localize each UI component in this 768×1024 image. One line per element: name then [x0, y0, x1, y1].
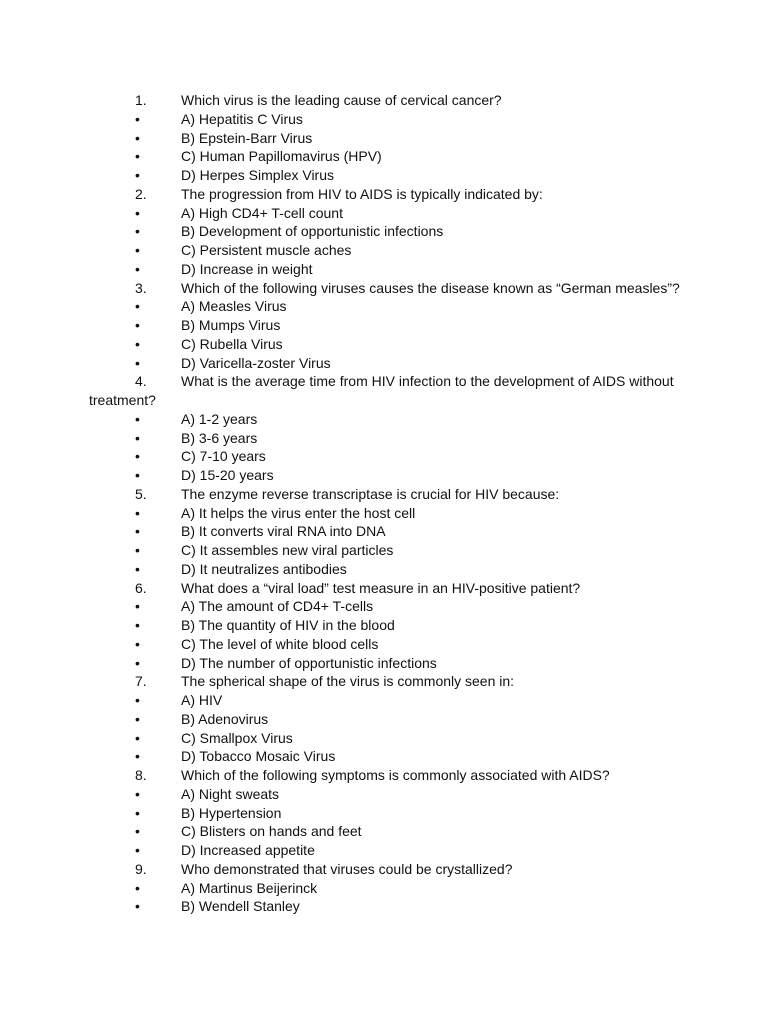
option-text: D) 15-20 years [181, 467, 274, 483]
question-text: Who demonstrated that viruses could be crystallized? [181, 860, 513, 877]
bullet-icon: • [135, 598, 140, 615]
option-text: C) The level of white blood cells [181, 635, 379, 652]
question-number: 2. [135, 185, 147, 202]
option-text: D) It neutralizes antibodies [181, 560, 347, 577]
question-text: Which of the following symptoms is commonly associated with AIDS? [181, 767, 610, 783]
option-item [0, 260, 768, 279]
option-text: A) Hepatitis C Virus [181, 110, 303, 127]
option-text: C) Smallpox Virus [181, 729, 293, 746]
question-1 [0, 91, 768, 110]
bullet-icon: • [135, 167, 140, 183]
bullet-icon: • [135, 842, 140, 858]
option-item [0, 897, 768, 916]
option-item [0, 166, 768, 185]
option-item [0, 841, 768, 860]
bullet-icon: • [135, 617, 140, 633]
option-text: B) The quantity of HIV in the blood [181, 617, 395, 633]
bullet-icon: • [135, 223, 140, 240]
option-text: C) It assembles new viral particles [181, 542, 394, 558]
option-text: B) Mumps Virus [181, 317, 281, 333]
option-text: A) Measles Virus [181, 298, 287, 315]
option-item [0, 410, 768, 429]
option-item [0, 747, 768, 766]
question-text: The enzyme reverse transcriptase is crucial for HIV because: [181, 485, 560, 502]
option-text: D) Increase in weight [181, 260, 313, 277]
option-item [0, 710, 768, 729]
option-item [0, 597, 768, 616]
bullet-icon: • [135, 204, 140, 221]
option-item [0, 822, 768, 841]
question-text-continued: treatment? [89, 392, 156, 408]
bullet-icon: • [135, 748, 140, 765]
option-item [0, 785, 768, 804]
question-text: What is the average time from HIV infection to the development of AIDS without [181, 373, 674, 390]
option-item [0, 241, 768, 260]
option-item [0, 129, 768, 148]
question-3 [0, 279, 768, 298]
option-text: A) High CD4+ T-cell count [181, 204, 343, 221]
bullet-icon: • [135, 298, 140, 315]
question-text: Which of the following viruses causes the disease known as “German measles”? [181, 279, 680, 296]
bullet-icon: • [135, 504, 140, 521]
question-number: 8. [135, 767, 147, 783]
option-text: C) Persistent muscle aches [181, 242, 352, 258]
bullet-icon: • [135, 729, 140, 746]
bullet-icon: • [135, 635, 140, 652]
option-text: D) Tobacco Mosaic Virus [181, 748, 336, 765]
question-text: The spherical shape of the virus is commonly seen in: [181, 673, 515, 690]
bullet-icon: • [135, 260, 140, 277]
question-number: 5. [135, 485, 147, 502]
option-text: A) 1-2 years [181, 410, 258, 427]
bullet-icon: • [135, 242, 140, 258]
option-item [0, 297, 768, 316]
option-item [0, 222, 768, 241]
option-item [0, 541, 768, 560]
question-2 [0, 185, 768, 204]
option-text: D) Varicella-zoster Virus [181, 354, 331, 371]
option-item [0, 354, 768, 373]
option-text: D) Increased appetite [181, 842, 315, 858]
question-number: 4. [135, 373, 147, 390]
option-item [0, 110, 768, 129]
question-text: Which virus is the leading cause of cervical cancer? [181, 92, 502, 108]
bullet-icon: • [135, 823, 140, 840]
option-text: A) The amount of CD4+ T-cells [181, 598, 374, 615]
option-item [0, 504, 768, 523]
question-6 [0, 579, 768, 598]
option-text: C) Human Papillomavirus (HPV) [181, 148, 382, 165]
option-text: C) Rubella Virus [181, 335, 283, 352]
question-text: What does a “viral load” test measure in an HIV-positive patient? [181, 579, 581, 596]
option-text: C) 7-10 years [181, 448, 266, 465]
bullet-icon: • [135, 692, 140, 708]
option-item [0, 447, 768, 466]
question-4-continuation [0, 391, 768, 410]
option-item [0, 879, 768, 898]
option-text: B) Epstein-Barr Virus [181, 129, 313, 146]
option-item [0, 316, 768, 335]
bullet-icon: • [135, 542, 140, 558]
option-item [0, 466, 768, 485]
option-item [0, 429, 768, 448]
option-text: A) HIV [181, 692, 223, 708]
bullet-icon: • [135, 317, 140, 333]
question-text: The progression from HIV to AIDS is typically indicated by: [181, 185, 543, 202]
option-item [0, 635, 768, 654]
bullet-icon: • [135, 110, 140, 127]
question-5 [0, 485, 768, 504]
question-number: 6. [135, 579, 147, 596]
option-item [0, 335, 768, 354]
option-text: B) 3-6 years [181, 429, 258, 446]
document-page [0, 91, 768, 916]
bullet-icon: • [135, 410, 140, 427]
question-number: 1. [135, 92, 147, 108]
option-text: B) Development of opportunistic infections [181, 223, 444, 240]
option-text: D) The number of opportunistic infections [181, 654, 437, 671]
option-item [0, 729, 768, 748]
question-number: 9. [135, 860, 147, 877]
bullet-icon: • [135, 785, 140, 802]
option-text: A) It helps the virus enter the host cell [181, 504, 416, 521]
question-4 [0, 372, 768, 391]
option-item [0, 560, 768, 579]
option-item [0, 691, 768, 710]
option-item [0, 804, 768, 823]
option-text: A) Night sweats [181, 785, 280, 802]
question-9 [0, 860, 768, 879]
question-7 [0, 672, 768, 691]
question-8 [0, 766, 768, 785]
bullet-icon: • [135, 335, 140, 352]
bullet-icon: • [135, 429, 140, 446]
bullet-icon: • [135, 898, 140, 915]
option-item [0, 147, 768, 166]
option-item [0, 204, 768, 223]
bullet-icon: • [135, 560, 140, 577]
option-item [0, 522, 768, 541]
option-text: D) Herpes Simplex Virus [181, 167, 335, 183]
bullet-icon: • [135, 804, 140, 821]
bullet-icon: • [135, 129, 140, 146]
bullet-icon: • [135, 879, 140, 896]
bullet-icon: • [135, 148, 140, 165]
question-number: 7. [135, 673, 147, 690]
question-number: 3. [135, 279, 147, 296]
bullet-icon: • [135, 710, 140, 727]
bullet-icon: • [135, 354, 140, 371]
bullet-icon: • [135, 448, 140, 465]
bullet-icon: • [135, 467, 140, 483]
option-item [0, 654, 768, 673]
bullet-icon: • [135, 654, 140, 671]
option-text: B) Hypertension [181, 804, 282, 821]
option-text: B) Adenovirus [181, 710, 269, 727]
option-text: B) It converts viral RNA into DNA [181, 523, 386, 540]
option-text: B) Wendell Stanley [181, 898, 300, 915]
option-text: A) Martinus Beijerinck [181, 879, 318, 896]
bullet-icon: • [135, 523, 140, 540]
option-text: C) Blisters on hands and feet [181, 823, 362, 840]
option-item [0, 616, 768, 635]
